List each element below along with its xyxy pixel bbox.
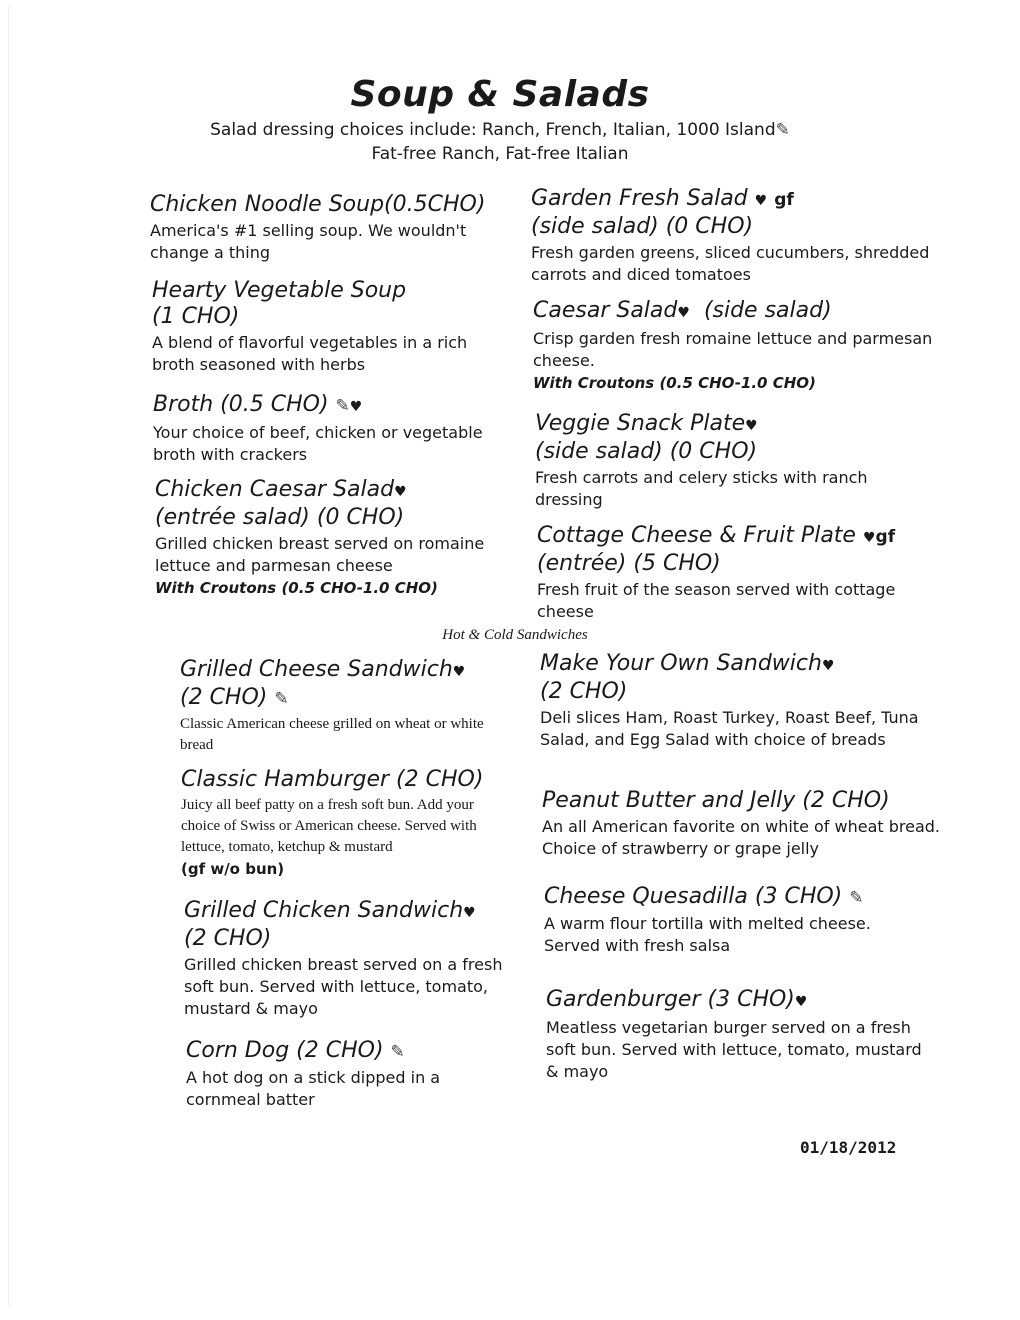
item-name: Cottage Cheese & Fruit Plate	[537, 523, 856, 548]
item-name: Gardenburger (3 CHO)	[546, 987, 795, 1012]
item-name: Veggie Snack Plate	[535, 411, 746, 436]
item-name-row	[535, 411, 935, 439]
item-name: Grilled Chicken Sandwich	[184, 898, 464, 923]
menu-item-peanut-butter-jelly	[542, 788, 942, 860]
menu-item-hearty-vegetable-soup	[152, 278, 532, 376]
item-description: Juicy all beef patty on a fresh soft bun. Add your choice of Swiss or American cheese. Served with lettuce, tomato, ketchup & mustard	[181, 797, 477, 855]
menu-item-garden-fresh-salad	[531, 186, 931, 286]
heart-icon: ♥	[821, 658, 835, 674]
gluten-free-badge: gf	[875, 527, 896, 547]
item-name: Caesar Salad	[533, 298, 678, 323]
item-type: (side salad)	[703, 298, 832, 323]
item-name: Broth (0.5 CHO)	[153, 392, 329, 417]
item-name-row	[186, 1038, 506, 1065]
item-name: Classic Hamburger (2 CHO)	[181, 767, 484, 792]
chef-hat-icon: ✎	[849, 888, 864, 908]
item-cho: (side salad) (0 CHO)	[531, 214, 754, 239]
chef-hat-icon: ✎	[390, 1042, 405, 1062]
gluten-free-note: (gf w/o bun)	[181, 860, 285, 878]
item-name-row	[544, 884, 944, 911]
menu-item-cottage-cheese-fruit-plate	[537, 523, 942, 623]
heart-icon: ♥	[754, 193, 768, 209]
item-description: Deli slices Ham, Roast Turkey, Roast Beef, Tuna Salad, and Egg Salad with choice of breads	[540, 708, 919, 749]
menu-item-cheese-quesadilla	[544, 884, 944, 957]
item-name-row	[184, 898, 524, 926]
item-name-row	[546, 987, 946, 1015]
item-description: A blend of flavorful vegetables in a rich broth seasoned with herbs	[152, 333, 468, 374]
item-description: Crisp garden fresh romaine lettuce and parmesan cheese.	[533, 329, 933, 370]
menu-item-chicken-noodle-soup	[150, 192, 530, 264]
revision-date: 01/18/2012	[800, 1138, 897, 1157]
menu-item-grilled-chicken-sandwich	[184, 898, 524, 1020]
item-cho: (1 CHO)	[152, 304, 240, 329]
menu-item-broth	[153, 392, 533, 466]
heart-icon: ♥	[862, 530, 876, 546]
item-name: Grilled Cheese Sandwich	[180, 657, 453, 682]
item-name: Chicken Caesar Salad	[155, 477, 395, 502]
item-name: Cheese Quesadilla (3 CHO)	[544, 884, 843, 909]
item-description: America's #1 selling soup. We wouldn't change a thing	[150, 221, 467, 262]
chef-hat-icon: ✎	[335, 396, 350, 416]
dressing-line-2: Fat-free Ranch, Fat-free Italian	[371, 144, 629, 164]
item-name: Make Your Own Sandwich	[540, 651, 822, 676]
chef-hat-icon: ✎	[274, 689, 289, 709]
menu-item-chicken-caesar-salad	[155, 477, 535, 599]
menu-item-gardenburger	[546, 987, 946, 1083]
item-name-row	[155, 477, 535, 505]
item-description: Fresh fruit of the season served with cottage cheese	[537, 580, 896, 621]
item-description: An all American favorite on white of wheat bread. Choice of strawberry or grape jelly	[542, 817, 941, 858]
sandwich-section-heading: Hot & Cold Sandwiches	[442, 627, 588, 643]
item-name-row	[533, 298, 933, 326]
item-description: Your choice of beef, chicken or vegetable broth with crackers	[153, 423, 483, 464]
menu-item-corn-dog	[186, 1038, 506, 1111]
heart-icon: ♥	[463, 905, 476, 921]
menu-item-grilled-cheese	[180, 657, 520, 756]
menu-item-veggie-snack-plate	[535, 411, 935, 511]
item-name: Peanut Butter and Jelly (2 CHO)	[542, 788, 890, 813]
item-description: Fresh carrots and celery sticks with ranch dressing	[535, 468, 868, 509]
item-name-row	[180, 657, 520, 685]
heart-icon: ♥	[677, 305, 690, 321]
chef-hat-icon: ✎	[775, 120, 790, 140]
menu-item-caesar-salad	[533, 298, 933, 394]
item-name: Corn Dog (2 CHO)	[186, 1038, 384, 1063]
heart-icon: ♥	[745, 418, 758, 434]
menu-item-classic-hamburger	[181, 767, 501, 880]
item-name-row	[531, 186, 931, 214]
item-name-row	[153, 392, 533, 420]
item-description: Meatless vegetarian burger served on a fresh soft bun. Served with lettuce, tomato, mustard & mayo	[546, 1018, 922, 1081]
item-description: Classic American cheese grilled on wheat or white bread	[180, 716, 484, 753]
dressing-line-1: Salad dressing choices include: Ranch, French, Italian, 1000 Island✎	[210, 120, 790, 140]
item-name-row	[540, 651, 940, 679]
gluten-free-badge: gf	[774, 190, 794, 210]
item-cho: (entrée) (5 CHO)	[537, 551, 721, 576]
item-name: Chicken Noodle Soup(0.5CHO)	[150, 192, 486, 217]
item-description: Grilled chicken breast served on a fresh soft bun. Served with lettuce, tomato, mustard & mayo	[184, 955, 503, 1018]
item-cho-row	[180, 685, 520, 712]
item-description: A hot dog on a stick dipped in a cornmeal batter	[186, 1068, 441, 1109]
crouton-note: With Croutons (0.5 CHO-1.0 CHO)	[533, 374, 816, 392]
menu-item-make-your-own-sandwich	[540, 651, 940, 751]
item-description: Fresh garden greens, sliced cucumbers, shredded carrots and diced tomatoes	[531, 243, 930, 284]
page-title: Soup & Salads	[350, 74, 650, 115]
item-name: Hearty Vegetable Soup	[152, 278, 407, 303]
item-name: Garden Fresh Salad	[531, 186, 748, 211]
item-cho: (2 CHO)	[180, 685, 268, 710]
heart-icon: ♥	[452, 664, 466, 680]
item-cho: (2 CHO)	[540, 679, 628, 704]
heart-icon: ♥	[794, 994, 808, 1010]
dressing-choices	[100, 118, 900, 166]
heart-icon: ♥	[349, 399, 363, 415]
item-cho: (2 CHO)	[184, 926, 272, 951]
item-description: Grilled chicken breast served on romaine lettuce and parmesan cheese	[155, 534, 485, 575]
crouton-note: With Croutons (0.5 CHO-1.0 CHO)	[155, 579, 438, 597]
item-cho: (side salad) (0 CHO)	[535, 439, 758, 464]
item-cho: (entrée salad) (0 CHO)	[155, 505, 405, 530]
item-description: A warm flour tortilla with melted cheese. Served with fresh salsa	[544, 914, 871, 955]
item-name-row	[537, 523, 942, 551]
heart-icon: ♥	[394, 484, 407, 500]
